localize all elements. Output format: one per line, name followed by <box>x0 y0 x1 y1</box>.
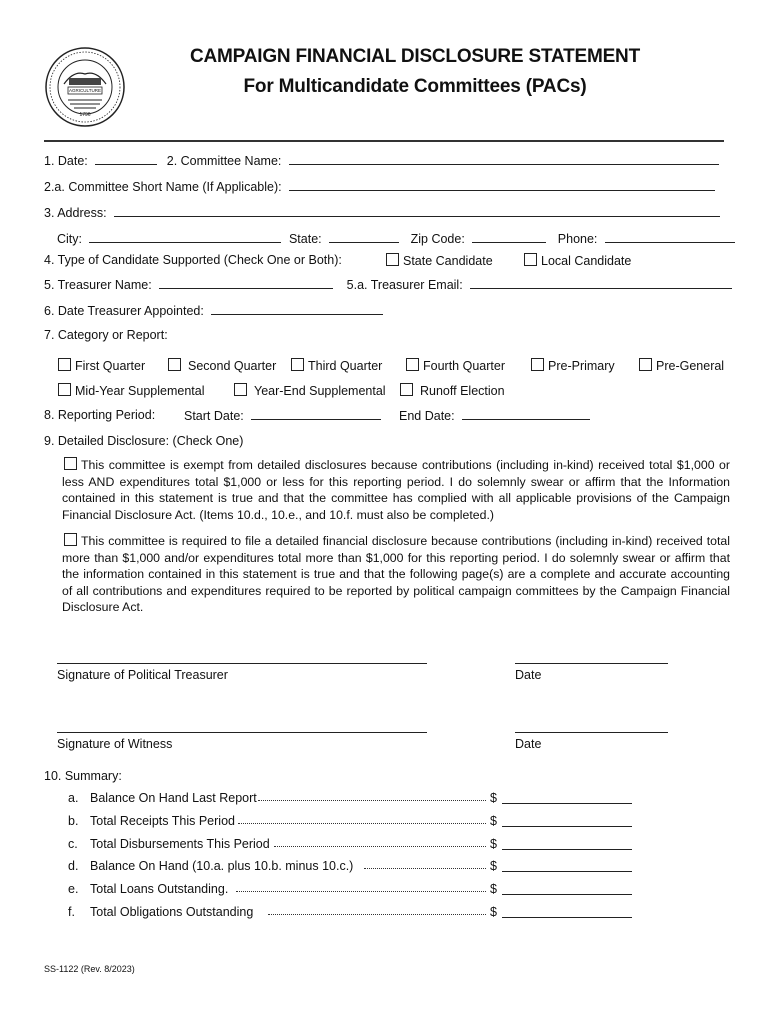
category-fourth-quarter[interactable] <box>406 358 505 373</box>
category-second-quarter[interactable] <box>168 358 276 373</box>
summary-heading: 10. Summary: <box>44 769 122 783</box>
local-candidate-label: Local Candidate <box>541 254 632 268</box>
summary-label: Total Loans Outstanding. <box>90 882 229 896</box>
short-name-row <box>44 179 715 194</box>
address-label: 3. Address: <box>44 206 107 220</box>
dollar-sign: $ <box>490 837 497 851</box>
date-label: 1. Date: <box>44 154 88 168</box>
summary-label: Total Receipts This Period <box>90 814 235 828</box>
summary-row <box>68 814 638 830</box>
end-date-field[interactable] <box>462 408 590 420</box>
state-seal-icon <box>44 44 126 130</box>
committee-name-label: 2. Committee Name: <box>166 154 282 168</box>
form-number: SS-1122 (Rev. 8/2023) <box>44 964 135 974</box>
state-candidate-label: State Candidate <box>403 254 493 268</box>
summary-amount-field[interactable] <box>502 849 632 850</box>
category-year-end[interactable] <box>234 383 386 398</box>
dollar-sign: $ <box>490 859 497 873</box>
short-name-field[interactable] <box>289 179 715 191</box>
detailed-disclosure-label: 9. Detailed Disclosure: (Check One) <box>44 434 244 448</box>
detailed-option <box>62 533 730 616</box>
witness-date-label: Date <box>515 737 542 751</box>
summary-amount-field[interactable] <box>502 803 632 804</box>
start-date-field[interactable] <box>251 408 381 420</box>
summary-row <box>68 905 638 921</box>
local-candidate-checkbox[interactable] <box>524 253 537 266</box>
category-first-quarter[interactable] <box>58 358 145 373</box>
summary-letter: a. <box>68 791 79 805</box>
date-appointed-field[interactable] <box>211 303 383 315</box>
committee-name-field[interactable] <box>289 153 719 165</box>
date-appointed-row <box>44 303 383 318</box>
category-pre-primary[interactable] <box>531 358 615 373</box>
summary-row <box>68 791 638 807</box>
summary-amount-field[interactable] <box>502 894 632 895</box>
year-end-checkbox[interactable] <box>234 383 247 396</box>
treasurer-email-field[interactable] <box>470 277 732 289</box>
seal-year: 1796 <box>79 112 91 118</box>
summary-letter: b. <box>68 814 79 828</box>
summary-label: Balance On Hand Last Report <box>90 791 257 805</box>
pre-general-label: Pre-General <box>656 359 725 373</box>
form-subtitle: For Multicandidate Committees (PACs) <box>243 76 587 97</box>
first-quarter-label: First Quarter <box>75 359 146 373</box>
date-field[interactable] <box>95 153 157 165</box>
first-quarter-checkbox[interactable] <box>58 358 71 371</box>
runoff-label: Runoff Election <box>420 384 505 398</box>
form-title: CAMPAIGN FINANCIAL DISCLOSURE STATEMENT <box>190 46 640 67</box>
seal-text: AGRICULTURE <box>69 88 101 93</box>
summary-row <box>68 859 638 875</box>
summary-letter: c. <box>68 837 78 851</box>
state-label: State: <box>288 232 322 246</box>
summary-letter: f. <box>68 905 75 919</box>
second-quarter-checkbox[interactable] <box>168 358 181 371</box>
state-candidate-option[interactable] <box>386 253 493 268</box>
runoff-checkbox[interactable] <box>400 383 413 396</box>
summary-row <box>68 882 638 898</box>
treasurer-row <box>44 277 732 292</box>
dollar-sign: $ <box>490 814 497 828</box>
treasurer-signature-field[interactable] <box>57 663 427 664</box>
treasurer-signature-label: Signature of Political Treasurer <box>57 668 228 682</box>
pre-primary-checkbox[interactable] <box>531 358 544 371</box>
treasurer-date-field[interactable] <box>515 663 668 664</box>
dollar-sign: $ <box>490 882 497 896</box>
leader-dots <box>238 823 486 824</box>
phone-label: Phone: <box>557 232 598 246</box>
witness-signature-field[interactable] <box>57 732 427 733</box>
local-candidate-option[interactable] <box>524 253 631 268</box>
witness-signature-label: Signature of Witness <box>57 737 173 751</box>
short-name-label: 2.a. Committee Short Name (If Applicable): <box>44 180 282 194</box>
detailed-text: This committee is required to file a detailed financial disclosure because contributions (including in-kind) received total more than $1,000 and/or expenditures total more than $1,000 for this reporting period. I do solemnly swear or affirm that the information contained in this statement is true and that the following page(s) are a complete and accurate accounting of all contributions and expenditures required to be reported by political campaign committees by the Campaign Financial Disclosure Act. <box>62 534 730 614</box>
date-appointed-label: 6. Date Treasurer Appointed: <box>44 304 204 318</box>
dollar-sign: $ <box>490 791 497 805</box>
category-third-quarter[interactable] <box>291 358 382 373</box>
phone-field[interactable] <box>605 231 735 243</box>
pre-primary-label: Pre-Primary <box>548 359 615 373</box>
leader-dots <box>364 868 486 869</box>
exempt-text: This committee is exempt from detailed disclosures because contributions (including in-kind) received total $1,000 or less AND expenditures total $1,000 or less for this reporting period. I do solemnly swear or affirm that the Information contained in this statement is true and that the committee has complied with all applicable provisions of the Campaign Financial Disclosure Act. (Items 10.d., 10.e., and 10.f. must also be completed.) <box>62 458 730 522</box>
leader-dots <box>258 800 486 801</box>
summary-amount-field[interactable] <box>502 917 632 918</box>
end-date-label: End Date: <box>399 409 455 423</box>
address-row <box>44 205 720 220</box>
candidate-type-label: 4. Type of Candidate Supported (Check One or Both): <box>44 253 342 267</box>
summary-letter: e. <box>68 882 79 896</box>
fourth-quarter-label: Fourth Quarter <box>423 359 505 373</box>
leader-dots <box>236 891 486 892</box>
category-runoff[interactable] <box>400 383 505 398</box>
pre-general-checkbox[interactable] <box>639 358 652 371</box>
summary-label: Balance On Hand (10.a. plus 10.b. minus 10.c.) <box>90 859 354 873</box>
mid-year-checkbox[interactable] <box>58 383 71 396</box>
category-mid-year[interactable] <box>58 383 204 398</box>
summary-label: Total Obligations Outstanding <box>90 905 254 919</box>
dollar-sign: $ <box>490 905 497 919</box>
city-field[interactable] <box>89 231 281 243</box>
detailed-checkbox[interactable] <box>64 533 77 546</box>
treasurer-email-label: 5.a. Treasurer Email: <box>346 278 463 292</box>
fourth-quarter-checkbox[interactable] <box>406 358 419 371</box>
zip-label: Zip Code: <box>410 232 465 246</box>
treasurer-date-label: Date <box>515 668 542 682</box>
leader-dots <box>268 914 486 915</box>
city-row <box>57 231 735 246</box>
summary-amount-field[interactable] <box>502 826 632 827</box>
address-field[interactable] <box>114 205 720 217</box>
start-date-row <box>184 408 381 423</box>
category-pre-general[interactable] <box>639 358 724 373</box>
witness-date-field[interactable] <box>515 732 668 733</box>
header-divider <box>44 140 724 142</box>
start-date-label: Start Date: <box>184 409 244 423</box>
treasurer-name-field[interactable] <box>159 277 333 289</box>
mid-year-label: Mid-Year Supplemental <box>75 384 205 398</box>
summary-letter: d. <box>68 859 79 873</box>
exempt-option <box>62 457 730 523</box>
leader-dots <box>274 846 486 847</box>
city-label: City: <box>57 232 82 246</box>
treasurer-name-label: 5. Treasurer Name: <box>44 278 152 292</box>
category-label: 7. Category or Report: <box>44 328 168 342</box>
state-candidate-checkbox[interactable] <box>386 253 399 266</box>
zip-field[interactable] <box>472 231 546 243</box>
reporting-period-label: 8. Reporting Period: <box>44 408 156 422</box>
third-quarter-checkbox[interactable] <box>291 358 304 371</box>
second-quarter-label: Second Quarter <box>188 359 277 373</box>
exempt-checkbox[interactable] <box>64 457 77 470</box>
year-end-label: Year-End Supplemental <box>254 384 386 398</box>
state-field[interactable] <box>329 231 399 243</box>
third-quarter-label: Third Quarter <box>308 359 383 373</box>
summary-row <box>68 837 638 853</box>
end-date-row <box>399 408 590 423</box>
date-row <box>44 153 719 168</box>
summary-label: Total Disbursements This Period <box>90 837 270 851</box>
summary-amount-field[interactable] <box>502 871 632 872</box>
